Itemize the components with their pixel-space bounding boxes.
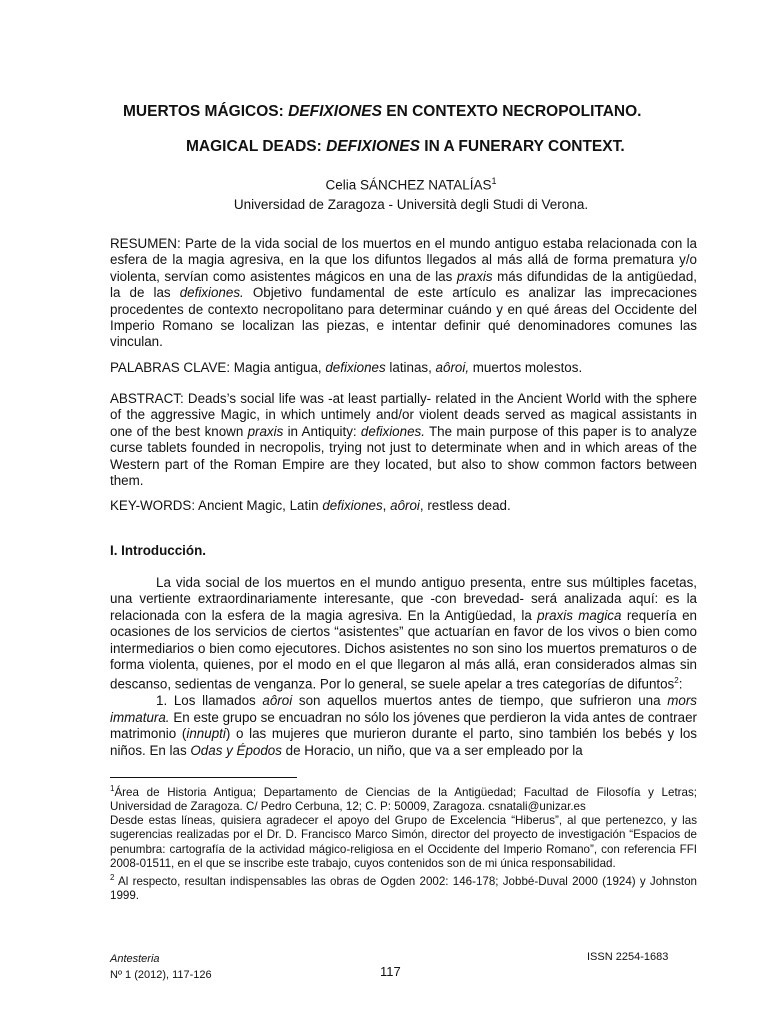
author-block [0,172,768,214]
intro-p2-italic-3: innupti [186,726,226,742]
intro-paragraph-1 [110,575,697,693]
intro-p2-italic-4: Odas y Épodos [190,742,282,758]
abstract-italic-2: defixiones. [360,423,425,439]
intro-p1-text-2: requería en ocasiones de los servicios de ciertos “asistentes” que actuarían en favor de los vivos o bien como intermediarios o bien como ejecutores. Dichos asistentes no son sino los muertos prematuros o de forma violenta, quienes, por el modo en el que llegaron al más allá, eran considerados almas sin descanso, sedientas de venganza. Por lo general, se suele apelar a tres categorías de difuntos [110,607,697,692]
keywords-paragraph [110,498,697,514]
footnote-2-marker: 2 [110,873,115,883]
resumen-italic-2: defixiones. [179,285,244,301]
title-spanish [123,103,723,121]
author-affiliation: Universidad de Zaragoza - Università degli Studi di Verona. [233,196,589,212]
section-heading: I. Introducción. [110,543,206,558]
author-name [0,172,768,195]
author-footnote-marker[interactable]: 1 [491,176,497,186]
footnote-2-text: Al respecto, resultan indispensables las obras de Ogden 2002: 146-178; Jobbé-Duval 2000 (1924) y Johnston 1999. [110,874,697,903]
title-en-suffix: IN A FUNERARY CONTEXT. [419,138,625,155]
page-number: 117 [380,964,401,979]
abstract-italic-1: praxis [247,423,284,439]
keywords-italic-1: defixiones [322,498,383,513]
palabras-text-3: muertos molestos. [469,360,583,375]
intro-p1-text-3: : [678,676,683,692]
abstract-text-2: in Antiquity: [283,423,361,439]
footer-issn: ISSN 2254-1683 [587,951,669,963]
author-name-text: Celia SÁNCHEZ NATALÍAS [325,177,492,193]
footnote-2 [110,871,697,903]
footer-journal-info [110,951,212,983]
palabras-clave-paragraph [110,360,697,376]
abstract-text-1: ABSTRACT: Deads’s social life was -at least partially- related in the Ancient World with the sphere of the aggressive Magic, in which untimely and/or violent deads served as magical assistants in one of the best known [110,391,697,439]
intro-body [110,575,697,759]
palabras-italic-2: aôroi, [435,360,470,375]
footer-issue: Nº 1 (2012), 117-126 [110,969,212,981]
intro-p2-text-3: En este grupo se encuadran no sólo los jóvenes que perdieron la vida antes de contraer matrimonio ( [110,709,697,742]
intro-p2-text-5: de Horacio, un niño, que va a ser empleado por la [281,742,583,758]
footnote-1-marker: 1 [110,784,115,793]
abstract-text-3: The main purpose of this paper is to analyze curse tablets founded in necropolis, trying not just to determinate when and in which areas of the Western part of the Roman Empire are they located, but also to show common factors between them. [110,423,697,489]
keywords-text-2: , [382,498,391,513]
title-es-prefix: MUERTOS MÁGICOS: [123,103,289,120]
keywords-text-3: , restless dead. [419,498,511,513]
intro-p1-italic-1: praxis magica [537,607,622,623]
title-english [186,138,768,156]
intro-p1-text-1: La vida social de los muertos en el mundo antiguo presenta, entre sus múltiples facetas, una vertiente extraordinariamente interesante, que -con brevedad- será analizada aquí: es la relacionada con la esfera de la magia agresiva. En la Antigüedad, la [110,575,697,623]
footnote-1 [110,782,697,814]
intro-p2-italic-2: mors immatura. [110,693,697,725]
keywords-text-1: KEY-WORDS: Ancient Magic, Latin [110,498,323,513]
intro-p2-text-2: son aquellos muertos antes de tiempo, que sufrieron una [292,693,668,709]
palabras-text-1: PALABRAS CLAVE: Magia antigua, [110,360,326,375]
resumen-text-3: Objetivo fundamental de este artículo es analizar las imprecaciones procedentes de contexto necropolitano para determinar cuándo y en qué áreas del Occidente del Imperio Romano se localizan las piezas, e intentar definir qué denominadores comunes las vinculan. [110,285,697,350]
keywords-italic-2: aôroi [390,498,420,513]
title-es-italic: DEFIXIONES [288,103,382,120]
intro-p2-text-1: 1. Los llamados [156,693,263,709]
resumen-paragraph [110,236,697,351]
palabras-italic-1: defixiones [325,360,386,375]
footnotes [110,782,697,903]
resumen-text-1: RESUMEN: Parte de la vida social de los muertos en el mundo antiguo estaba relacionada con la esfera de la magia agresiva, en la que los difuntos llegados al más allá de forma prematura y/o violenta, servían como asistentes mágicos en una de las [110,236,697,284]
footnote-separator [110,777,297,778]
footnote-1-ack: Desde estas líneas, quisiera agradecer el apoyo del Grupo de Excelencia “Hiberus”, al que pertenezco, y las sugerencias realizadas por el Dr. D. Francisco Marco Simón, director del proyecto de investigación “Espacios de penumbra: cartografía de la actividad mágico-religiosa en el Occidente del Imperio Romano”, con referencia FFI 2008-01511, en el que se inscribe este trabajo, cuyos contenidos son de mi única responsabilidad. [110,814,697,870]
title-en-italic: DEFIXIONES [326,138,420,155]
footer-journal-name: Antesteria [110,953,160,965]
intro-p2-text-4: ) o las mujeres que murieron durante el parto, sino también los bebés y los niños. En las [110,726,697,758]
resumen-italic-1: praxis [456,268,493,284]
intro-p2-italic-1: aôroi [262,693,293,709]
palabras-text-2: latinas, [385,360,436,375]
footnote-1-text: Área de Historia Antigua; Departamento de Ciencias de la Antigüedad; Facultad de Filosofía y Letras; Universidad de Zaragoza. C/ Pedro Cerbuna, 12; C. P: 50009, Zaragoza. csnatali@unizar.es [110,785,697,814]
resumen-text-2: más difundidas de la antigüedad, la de las [110,268,697,301]
abstract-paragraph [110,391,697,489]
title-es-suffix: EN CONTEXTO NECROPOLITANO. [381,103,642,120]
title-en-prefix: MAGICAL DEADS: [186,138,327,155]
footnote-marker-2[interactable]: 2 [674,676,679,686]
intro-paragraph-2 [110,693,697,759]
